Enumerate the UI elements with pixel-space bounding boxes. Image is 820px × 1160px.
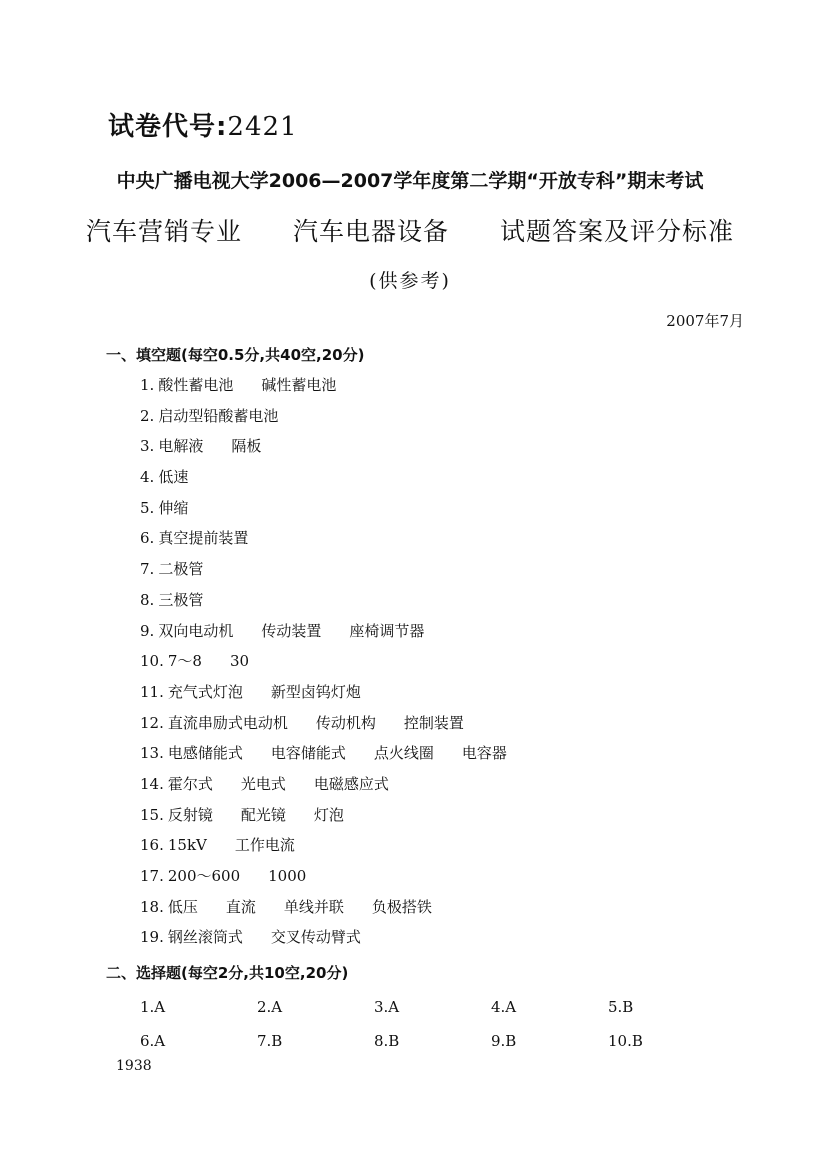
- answer-item: [140, 805, 535, 836]
- answer-item: [140, 682, 535, 713]
- answer-text: 二极管: [158, 560, 204, 579]
- answer-item: [140, 927, 535, 958]
- answer-item: [140, 651, 535, 682]
- fill-in-answers-list: [140, 375, 535, 958]
- choice-answer: 5.B: [608, 998, 634, 1016]
- answer-number: 12.: [140, 713, 164, 732]
- answer-number: 1.: [140, 376, 155, 394]
- exam-title: 中央广播电视大学2006—2007学年度第二学期“开放专科”期末考试: [116, 170, 704, 192]
- answer-item: [140, 835, 535, 866]
- page-number: 1938: [116, 1058, 152, 1074]
- answer-text: 控制装置: [403, 713, 464, 732]
- answer-text: 电容储能式: [270, 744, 346, 763]
- answer-number: 13.: [140, 744, 164, 763]
- answer-item: [140, 406, 535, 437]
- choice-row: [140, 1032, 725, 1050]
- answer-text: 电磁感应式: [313, 774, 389, 793]
- answer-text: 30: [229, 652, 250, 671]
- answer-text: 传动装置: [261, 621, 322, 640]
- answer-number: 10.: [140, 652, 164, 671]
- answer-number: 4.: [140, 468, 155, 487]
- answer-text: 反射镜: [167, 805, 213, 824]
- answer-text: 15kV: [167, 836, 207, 855]
- answer-text: 单线并联: [283, 897, 344, 916]
- answer-number: 8.: [140, 590, 155, 609]
- answer-text: 电解液: [158, 437, 204, 456]
- answer-text: 点火线圈: [373, 744, 434, 763]
- answer-number: 17.: [140, 867, 164, 885]
- answer-item: [140, 621, 535, 652]
- choice-answer: 7.B: [257, 1032, 283, 1050]
- choice-answer: 9.B: [491, 1032, 517, 1050]
- answer-text: 三极管: [158, 590, 204, 609]
- choice-answer: 8.B: [374, 1032, 400, 1050]
- answer-text: 新型卤钨灯炮: [270, 682, 361, 701]
- answer-text: 酸性蓄电池: [158, 376, 234, 394]
- answer-text: 充气式灯泡: [167, 682, 243, 701]
- reference-note: (供参考): [369, 270, 451, 292]
- course-title: [0, 212, 820, 248]
- major-name: 汽车营销专业: [86, 217, 243, 246]
- answer-text: 1000: [268, 867, 307, 885]
- answer-text: 200～600: [167, 867, 241, 885]
- answer-text: 电感储能式: [167, 744, 243, 763]
- answer-text: 交叉传动臂式: [270, 928, 361, 947]
- answer-item: [140, 559, 535, 590]
- answer-text: 传动机构: [315, 713, 376, 732]
- answer-text: 光电式: [240, 774, 286, 793]
- answer-number: 19.: [140, 928, 164, 947]
- answer-number: 9.: [140, 621, 155, 640]
- answer-text: 低压: [167, 897, 198, 916]
- choice-answer: 2.A: [257, 998, 283, 1016]
- answer-text: 伸缩: [158, 498, 189, 517]
- exam-date: 2007年7月: [666, 312, 744, 330]
- answer-text: 电容器: [461, 744, 507, 763]
- answer-number: 7.: [140, 560, 155, 579]
- choice-answer: 1.A: [140, 998, 166, 1016]
- answer-number: 5.: [140, 498, 155, 517]
- answer-text: 配光镜: [240, 805, 286, 824]
- section1-heading: 一、填空题(每空0.5分,共40空,20分): [106, 346, 365, 364]
- course-name: 汽车电器设备: [292, 217, 449, 246]
- document-type: 试题答案及评分标准: [499, 217, 734, 246]
- answer-item: [140, 436, 535, 467]
- answer-number: 11.: [140, 682, 164, 701]
- answer-number: 3.: [140, 437, 155, 456]
- answer-text: 7～8: [167, 652, 202, 671]
- answer-item: [140, 897, 535, 928]
- answer-item: [140, 774, 535, 805]
- choice-row: [140, 998, 725, 1016]
- answer-number: 14.: [140, 774, 164, 793]
- answer-item: [140, 375, 535, 406]
- answer-text: 直流: [225, 897, 256, 916]
- answer-text: 碱性蓄电池: [261, 376, 337, 394]
- exam-code-value: 2421: [227, 112, 298, 142]
- answer-item: [140, 590, 535, 621]
- answer-text: 工作电流: [234, 836, 295, 855]
- choice-answer: 3.A: [374, 998, 400, 1016]
- answer-text: 灯泡: [313, 805, 344, 824]
- answer-number: 18.: [140, 897, 164, 916]
- answer-number: 16.: [140, 836, 164, 855]
- answer-number: 6.: [140, 529, 155, 548]
- exam-code: [108, 106, 298, 143]
- answer-text: 低速: [158, 468, 189, 487]
- answer-text: 直流串励式电动机: [167, 713, 288, 732]
- answer-item: [140, 743, 535, 774]
- answer-number: 15.: [140, 805, 164, 824]
- answer-item: [140, 528, 535, 559]
- exam-code-label: 试卷代号:: [108, 112, 228, 142]
- answer-text: 隔板: [231, 437, 262, 456]
- answer-text: 负极搭铁: [371, 897, 432, 916]
- choice-answer: 4.A: [491, 998, 517, 1016]
- answer-text: 真空提前装置: [158, 529, 249, 548]
- answer-item: [140, 467, 535, 498]
- choice-answer: 6.A: [140, 1032, 166, 1050]
- answer-item: [140, 498, 535, 529]
- answer-text: 钢丝滚筒式: [167, 928, 243, 947]
- answer-text: 双向电动机: [158, 621, 234, 640]
- answer-text: 启动型铅酸蓄电池: [158, 406, 279, 425]
- section2-heading: 二、选择题(每空2分,共10空,20分): [106, 964, 349, 982]
- answer-text: 霍尔式: [167, 774, 213, 793]
- answer-number: 2.: [140, 406, 155, 425]
- answer-item: [140, 866, 535, 897]
- answer-item: [140, 713, 535, 744]
- answer-text: 座椅调节器: [349, 621, 425, 640]
- choice-answer: 10.B: [608, 1032, 643, 1050]
